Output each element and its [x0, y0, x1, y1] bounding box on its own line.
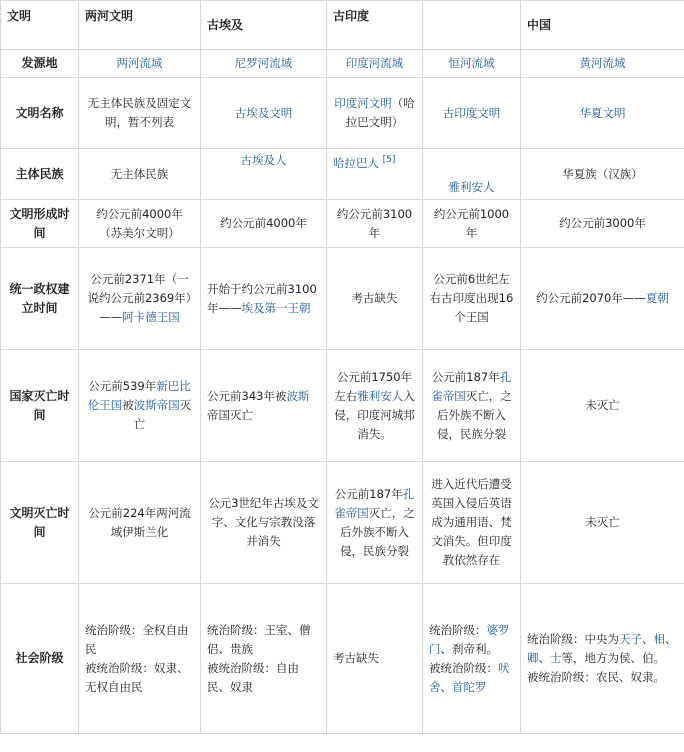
cell-civ-fall-china: 未灭亡 — [521, 462, 684, 584]
cell-state-fall-china: 未灭亡 — [521, 350, 684, 462]
row-unification — [1, 248, 684, 350]
cell-text: 、 — [665, 632, 677, 646]
cell-state-fall-indus — [327, 350, 423, 462]
header-china: 中国 — [521, 1, 684, 50]
cell-line — [429, 659, 514, 697]
cell-text: 公元前187年 — [334, 486, 403, 501]
cell-text: （哈拉巴文明） — [345, 96, 415, 129]
cell-classes-china — [521, 584, 684, 734]
cell-text: 统治阶级：中央为 — [527, 632, 619, 646]
link-brahmin[interactable]: 婆罗门 — [429, 622, 510, 656]
cell-formation-indus: 约公元前3100年 — [327, 200, 423, 248]
link-indus-civ[interactable]: 印度河文明 — [334, 96, 392, 110]
header-mesopotamia: 两河文明 — [79, 1, 201, 50]
cell-text: 开始于约公元前3100年—— — [207, 281, 317, 315]
cell-classes-indus: 考古缺失 — [327, 584, 423, 734]
link-aryans-2[interactable]: 雅利安人 — [357, 388, 404, 403]
row-name — [1, 78, 684, 149]
cell-text: 公元前1750年左右 — [334, 369, 413, 403]
cell-text: 、刹帝利。 — [440, 641, 498, 656]
cell-text: 灭亡 — [133, 398, 192, 431]
link-ganges[interactable]: 恒河流域 — [448, 56, 495, 70]
row-civ-fall — [1, 462, 684, 584]
cell-text: 帝国灭亡 — [207, 407, 253, 422]
cell-unification-mesopotamia — [79, 248, 201, 350]
cell-unification-indus: 考古缺失 — [327, 248, 423, 350]
cell-line: 统治阶级：全权自由民 — [85, 622, 189, 656]
link-akkad[interactable]: 阿卡德王国 — [122, 310, 180, 324]
label-civ-fall: 文明灭亡时间 — [1, 462, 79, 584]
link-nile[interactable]: 尼罗河流域 — [234, 56, 293, 70]
link-first-dynasty[interactable]: 埃及第一王朝 — [241, 300, 311, 315]
cell-line: 被统治阶级：农民、奴隶。 — [527, 670, 665, 684]
link-persian-empire[interactable]: 波斯帝国 — [133, 398, 180, 412]
cell-name-indus — [327, 78, 423, 149]
cell-state-fall-mesopotamia — [79, 350, 201, 462]
cell-classes-mesopotamia — [79, 584, 201, 734]
cell-text: 统治阶级： — [429, 622, 487, 637]
label-classes: 社会阶级 — [1, 584, 79, 734]
cell-people-mesopotamia: 无主体民族 — [79, 149, 201, 200]
link-huaxia-civ[interactable]: 华夏文明 — [579, 105, 626, 120]
cell-line: 被统治阶级：自由民、奴隶 — [207, 660, 299, 694]
link-xiang[interactable]: 相 — [653, 632, 665, 646]
cell-line — [527, 630, 678, 668]
cell-text: 公元前539年 — [88, 379, 157, 393]
cell-line: 被统治阶级：奴隶、无权自由民 — [85, 660, 189, 694]
cell-text: 灭亡，之后外族不断入侵，民族分裂 — [437, 388, 512, 441]
label-people: 主体民族 — [1, 149, 79, 200]
header-egypt: 古埃及 — [201, 1, 327, 50]
link-maurya[interactable]: 孔雀帝国 — [431, 369, 512, 403]
link-qing[interactable]: 卿 — [527, 651, 539, 665]
cell-text: 公元前2371年（一说约公元前2369年）—— — [87, 272, 192, 324]
link-egypt-civ[interactable]: 古埃及文明 — [234, 105, 293, 120]
link-vaishya[interactable]: 吠舍 — [429, 660, 510, 694]
label-formation: 文明形成时间 — [1, 200, 79, 248]
cell-line: 统治阶级：王室、僧侣、贵族 — [207, 622, 311, 656]
cell-unification-ganges: 公元前6世纪左右古印度出现16个王国 — [423, 248, 521, 350]
cell-civ-fall-ganges: 进入近代后遭受英国入侵后英语成为通用语、梵文消失。但印度教依然存在 — [423, 462, 521, 584]
cell-formation-egypt: 约公元前4000年 — [201, 200, 327, 248]
link-egyptians[interactable]: 古埃及人 — [240, 153, 287, 167]
row-origin — [1, 50, 684, 78]
cell-text: 被 — [122, 398, 134, 412]
row-classes — [1, 584, 684, 734]
link-persia[interactable]: 波斯 — [286, 388, 310, 403]
header-row — [1, 1, 684, 50]
row-formation — [1, 200, 684, 248]
header-india-2 — [423, 1, 521, 50]
row-state-fall — [1, 350, 684, 462]
cell-text: 公元前187年 — [431, 369, 500, 384]
cell-text: 约公元前2070年—— — [536, 291, 646, 305]
link-aryans[interactable]: 雅利安人 — [448, 180, 495, 194]
cell-text: 灭亡，之后外族不断入侵，民族分裂 — [340, 505, 415, 558]
cell-people-china: 华夏族（汉族） — [521, 149, 684, 200]
cell-text: 等，地方为侯、伯。 — [561, 651, 665, 665]
cell-state-fall-egypt — [201, 350, 327, 462]
link-ancient-india-civ[interactable]: 古印度文明 — [442, 105, 501, 120]
cell-classes-egypt — [201, 584, 327, 734]
cell-formation-china: 约公元前3000年 — [521, 200, 684, 248]
link-yellow-river[interactable]: 黄河流域 — [579, 56, 626, 70]
cell-state-fall-ganges — [423, 350, 521, 462]
link-harappans[interactable]: 哈拉巴人 — [333, 155, 379, 170]
link-neo-babylon[interactable]: 新巴比伦王国 — [87, 379, 191, 412]
cell-formation-ganges: 约公元前1000年 — [423, 200, 521, 248]
link-shudra[interactable]: 首陀罗 — [452, 679, 487, 694]
cell-classes-ganges — [423, 584, 521, 734]
header-india: 古印度 — [327, 1, 423, 50]
link-shi[interactable]: 士 — [550, 651, 562, 665]
cell-name-mesopotamia: 无主体民族及固定文明，暂不列表 — [79, 78, 201, 149]
header-civilization: 文明 — [1, 1, 79, 50]
label-state-fall: 国家灭亡时间 — [1, 350, 79, 462]
row-people — [1, 149, 684, 200]
cell-text: 被统治阶级： — [429, 660, 498, 675]
reference-5[interactable]: [5] — [382, 155, 396, 165]
cell-civ-fall-indus — [327, 462, 423, 584]
link-xia[interactable]: 夏朝 — [645, 291, 669, 305]
label-unification: 统一政权建立时间 — [1, 248, 79, 350]
cell-text: 公元前343年被 — [207, 388, 287, 403]
cell-text: 、 — [538, 651, 550, 665]
cell-text: 、 — [642, 632, 654, 646]
cell-line — [429, 621, 514, 659]
cell-text: 入侵，印度河城邦消失。 — [334, 388, 415, 441]
cell-unification-egypt — [201, 248, 327, 350]
link-two-rivers[interactable]: 两河流域 — [116, 56, 163, 70]
link-indus[interactable]: 印度河流域 — [345, 56, 404, 70]
cell-civ-fall-mesopotamia: 公元前224年两河流域伊斯兰化 — [79, 462, 201, 584]
link-tianzi[interactable]: 天子 — [619, 632, 642, 646]
label-origin: 发源地 — [1, 50, 79, 78]
cell-unification-china — [521, 248, 684, 350]
cell-civ-fall-egypt: 公元3世纪年古埃及文字、文化与宗教没落并消失 — [201, 462, 327, 584]
link-maurya-2[interactable]: 孔雀帝国 — [334, 486, 415, 520]
label-name: 文明名称 — [1, 78, 79, 149]
cell-formation-mesopotamia: 约公元前4000年（苏美尔文明） — [79, 200, 201, 248]
cell-text: 、 — [440, 679, 452, 694]
